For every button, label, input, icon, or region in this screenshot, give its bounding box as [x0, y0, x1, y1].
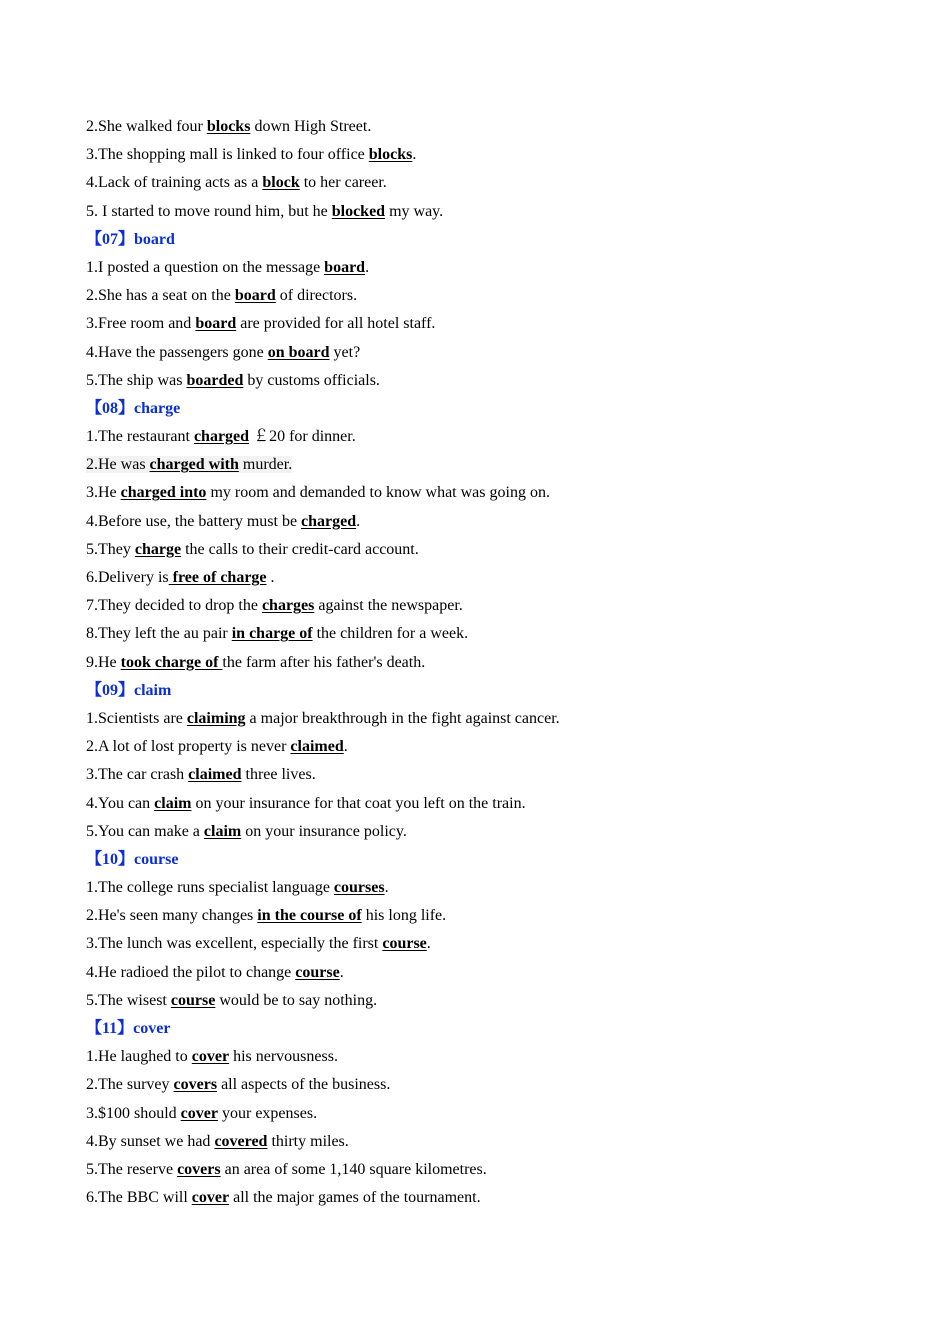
sentence-text: 4.You can [86, 794, 155, 812]
sentence-line [86, 649, 886, 677]
document-page [86, 113, 886, 1212]
sentence-text: 7.They decided to drop the [86, 597, 262, 615]
sentence-text: 6.Delivery is [86, 569, 169, 586]
sentence-text: 3.The car crash [86, 766, 189, 784]
sentence-text: 3.The lunch was excellent, especially the first [86, 935, 383, 953]
sentence-text: the children for a week. [312, 625, 469, 643]
sentence-text: 3.The shopping mall is linked to four office [86, 146, 369, 164]
keyword: on board [267, 343, 330, 361]
sentence-text: to her career. [299, 174, 387, 192]
sentence-text: 2.The survey [86, 1076, 174, 1094]
section-heading: 【07】board [86, 230, 175, 248]
keyword: course [295, 963, 340, 981]
sentence-line [86, 479, 886, 507]
sentence-text: on your insurance for that coat you left on the train. [191, 794, 526, 812]
sentence-text: a major breakthrough in the fight against cancer. [245, 709, 560, 727]
keyword: board [195, 315, 237, 333]
sentence-text: thirty miles. [267, 1132, 349, 1150]
sentence-line [86, 733, 886, 761]
sentence-text: your expenses. [217, 1104, 318, 1122]
sentence-text: an area of some 1,140 square kilometres. [220, 1160, 487, 1178]
sentence-text: are provided for all hotel staff. [236, 315, 436, 333]
sentence-line [86, 339, 886, 367]
section-heading: 【11】cover [86, 1020, 171, 1037]
section-heading: 【10】course [86, 850, 179, 868]
sentence-line [86, 818, 886, 846]
sentence-text: . [356, 512, 361, 530]
sentence-line [86, 536, 886, 564]
sentence-line [86, 705, 886, 733]
keyword: cover [191, 1189, 230, 1207]
sentence-text: 5.The wisest [86, 991, 171, 1009]
keyword: charge [134, 540, 182, 558]
keyword: charges [261, 597, 315, 615]
sentence-line [86, 141, 886, 169]
keyword: claim [154, 794, 192, 812]
sentence-line [86, 987, 886, 1015]
sentence-text: 3.He [86, 484, 121, 502]
sentence-text: 1.I posted a question on the message [86, 258, 325, 276]
sentence-line [86, 1071, 886, 1099]
keyword: course [382, 935, 427, 953]
sentence-text: yet? [329, 343, 361, 361]
sentence-text: my way. [385, 202, 444, 220]
sentence-line [86, 959, 886, 987]
sentence-line [86, 1043, 886, 1071]
sentence-line [86, 592, 886, 620]
sentence-text: 8.They left the au pair [86, 625, 232, 643]
keyword: board [234, 287, 276, 305]
sentence-line [86, 1100, 886, 1128]
sentence-text: . [384, 879, 389, 897]
sentence-text: 1.Scientists are [86, 709, 187, 727]
keyword: in charge of [231, 625, 313, 643]
sentence-line [86, 367, 886, 395]
sentence-text: 1.The college runs specialist language [86, 879, 334, 897]
sentence-text: my room and demanded to know what was going on. [206, 484, 550, 502]
sentence-text: all aspects of the business. [217, 1076, 391, 1094]
keyword: cover [180, 1104, 218, 1122]
sentence-line [86, 282, 886, 310]
sentence-text: three lives. [241, 766, 316, 784]
keyword: covered [214, 1132, 268, 1150]
keyword: free of charge [168, 569, 267, 586]
sentence-text: . [339, 963, 344, 981]
sentence-text: 2.A lot of lost property is never [86, 738, 291, 756]
sentence-text: 5.The ship was [86, 371, 187, 389]
sentence-line [86, 874, 886, 902]
keyword: block [262, 174, 300, 192]
sentence-text: against the newspaper. [314, 597, 463, 615]
sentence-line [86, 902, 886, 930]
sentence-text: his nervousness. [229, 1048, 338, 1066]
sentence-text: all the major games of the tournament. [229, 1189, 481, 1207]
sentence-line [86, 423, 886, 451]
sentence-text: 3.Free room and [86, 315, 196, 333]
sentence-text: 5.They [86, 540, 135, 558]
sentence-text: 2.She walked four [86, 118, 207, 135]
sentence-text: . [343, 738, 348, 756]
keyword: blocks [206, 118, 251, 135]
keyword: charged with [149, 456, 239, 474]
keyword: course [170, 991, 216, 1009]
sentence-text: down High Street. [250, 118, 372, 135]
sentence-text: . [412, 146, 417, 164]
sentence-text: 4.Before use, the battery must be [86, 512, 302, 530]
sentence-text: murder. [238, 456, 293, 474]
keyword: claiming [186, 709, 246, 727]
sentence-line [86, 790, 886, 818]
sentence-line [86, 620, 886, 648]
sentence-line [86, 169, 886, 197]
section-heading: 【08】charge [86, 399, 181, 417]
sentence-line [86, 508, 886, 536]
sentence-text: would be to say nothing. [215, 991, 378, 1009]
keyword: in the course of [257, 907, 362, 925]
keyword: covers [173, 1076, 218, 1094]
sentence-text: by customs officials. [243, 371, 380, 389]
sentence-line [86, 1128, 886, 1156]
sentence-line [86, 310, 886, 338]
sentence-text: 9.He [86, 653, 121, 671]
sentence-text: 3.$100 should [86, 1104, 181, 1122]
keyword: took charge of [120, 653, 223, 671]
keyword: blocks [368, 146, 413, 164]
sentence-text: 2.He was [86, 456, 150, 474]
sentence-text: 5. I started to move round him, but he [86, 202, 332, 220]
sentence-text: of directors. [275, 287, 358, 305]
sentence-text: 4.Have the passengers gone [86, 343, 268, 361]
keyword: claimed [290, 738, 344, 756]
keyword: claim [203, 822, 242, 840]
sentence-text: 2.He's seen many changes [86, 907, 258, 925]
sentence-line [86, 1156, 886, 1184]
keyword: covers [177, 1160, 221, 1178]
section-heading: 【09】claim [86, 681, 172, 699]
sentence-text: the farm after his father's death. [222, 653, 426, 671]
keyword: charged [193, 428, 250, 446]
sentence-line [86, 254, 886, 282]
sentence-text: 4.By sunset we had [86, 1132, 215, 1150]
keyword: blocked [331, 202, 386, 220]
sentence-line [86, 113, 886, 141]
sentence-text: 6.The BBC will [86, 1189, 192, 1207]
sentence-text: 5.You can make a [86, 822, 204, 840]
sentence-line [86, 930, 886, 958]
sentence-text: . [365, 258, 370, 276]
keyword: boarded [186, 371, 244, 389]
sentence-text: the calls to their credit-card account. [181, 540, 419, 558]
sentence-text: his long life. [361, 907, 447, 925]
keyword: cover [191, 1048, 230, 1066]
keyword: courses [333, 879, 385, 897]
keyword: charged into [120, 484, 207, 502]
sentence-text: . [426, 935, 431, 953]
sentence-text: 2.She has a seat on the [86, 287, 235, 305]
keyword: board [324, 258, 366, 276]
sentence-text: . [266, 569, 275, 586]
sentence-text: ￡20 for dinner. [249, 428, 356, 446]
sentence-line [86, 198, 886, 226]
sentence-line [86, 564, 886, 592]
sentence-text: on your insurance policy. [241, 822, 407, 840]
sentence-line [86, 451, 886, 479]
keyword: claimed [188, 766, 242, 784]
sentence-text: 4.Lack of training acts as a [86, 174, 263, 192]
sentence-text: 5.The reserve [86, 1160, 178, 1178]
sentence-line [86, 1184, 886, 1212]
keyword: charged [301, 512, 357, 530]
sentence-line [86, 761, 886, 789]
sentence-text: 1.He laughed to [86, 1048, 192, 1066]
sentence-text: 1.The restaurant [86, 428, 194, 446]
sentence-text: 4.He radioed the pilot to change [86, 963, 296, 981]
